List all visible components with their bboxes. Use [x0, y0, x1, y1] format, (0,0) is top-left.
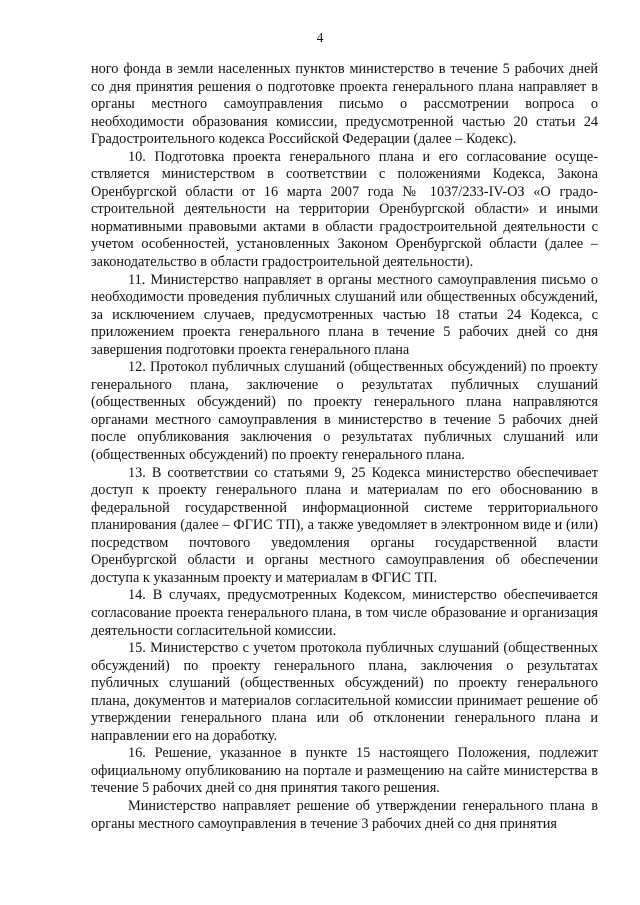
paragraph-10: 10. Подготовка проекта генерального плана и его согласование осуществляется министерством в соответствии с положениями Кодекса, Закона Оренбургской области от 16 марта 2007 года № 1037/233-IV-ОЗ «О градостроительной деятельности на территории Оренбургской области» и иными нормативными правовыми актами в области градостроительной деятельности с учетом особенностей, установленных Законом Оренбургской области (далее – законодательство в области градостроительной деятельности).: [91, 148, 598, 271]
paragraph-15: 15. Министерство с учетом протокола публичных слушаний (общественных обсуждений) по проекту генерального плана, заключения о результатах публичных слушаний (общественных обсуждений) по проекту генерального плана, документов и материалов согласительной комиссии принимает решение об утверждении генерального плана или об отклонении генерального плана и направлении его на доработку.: [91, 640, 598, 744]
paragraph-11: 11. Министерство направляет в органы местного самоуправления письмо о необходимости проведения публичных слушаний или общественных обсуждений, за исключением случаев, предусмотренных частью 18 статьи 24 Кодекса, с приложением проекта генерального плана в течение 5 рабочих дней со дня завершения подготовки проекта генерального плана: [91, 271, 598, 358]
paragraph-16-continued: Министерство направляет решение об утверждении генерального плана в органы местного самоуправления в течение 3 рабочих дней со дня принятия: [91, 797, 598, 832]
paragraph-13: 13. В соответствии со статьями 9, 25 Кодекса министерство обеспечивает доступ к проекту генерального плана и материалам по его обоснованию в федеральной государственной информационной системе территориального планирования (далее – ФГИС ТП), а также уведомляет в электронном виде и (или) посредством почтового уведомления органы государственной власти Оренбургской области и органы местного самоуправления об обеспечении доступа к указанным проекту и материалам в ФГИС ТП.: [91, 464, 598, 586]
document-body: [91, 61, 598, 833]
paragraph-16: 16. Решение, указанное в пункте 15 настоящего Положения, подлежит официальному опубликованию на портале и размещению на сайте министерства в течение 5 рабочих дней со дня принятия такого решения.: [91, 745, 598, 797]
page-number: 4: [316, 30, 324, 45]
paragraph-continued: ного фонда в земли населенных пунктов министерство в течение 5 рабочих дней со дня принятия решения о подготовке проекта генерального плана направляет в органы местного самоуправления письмо о рассмотрении вопроса о необходимости образования комиссии, предусмотренной частью 20 статьи 24 Градостроительного кодекса Российской Федерации (далее – Кодекс).: [91, 61, 598, 148]
paragraph-12: 12. Протокол публичных слушаний (общественных обсуждений) по проекту генерального плана, заключение о результатах публичных слушаний (общественных обсуждений) по проекту генерального плана направляются органами местного самоуправления в министерство в течение 5 рабочих дней после опубликования заключения о результатах публичных слушаний или (общественных обсуждений) по проекту генерального плана.: [91, 359, 598, 464]
paragraph-14: 14. В случаях, предусмотренных Кодексом, министерство обеспечивается согласование проекта генерального плана, в том числе образование и организация деятельности согласительной комиссии.: [91, 587, 598, 639]
